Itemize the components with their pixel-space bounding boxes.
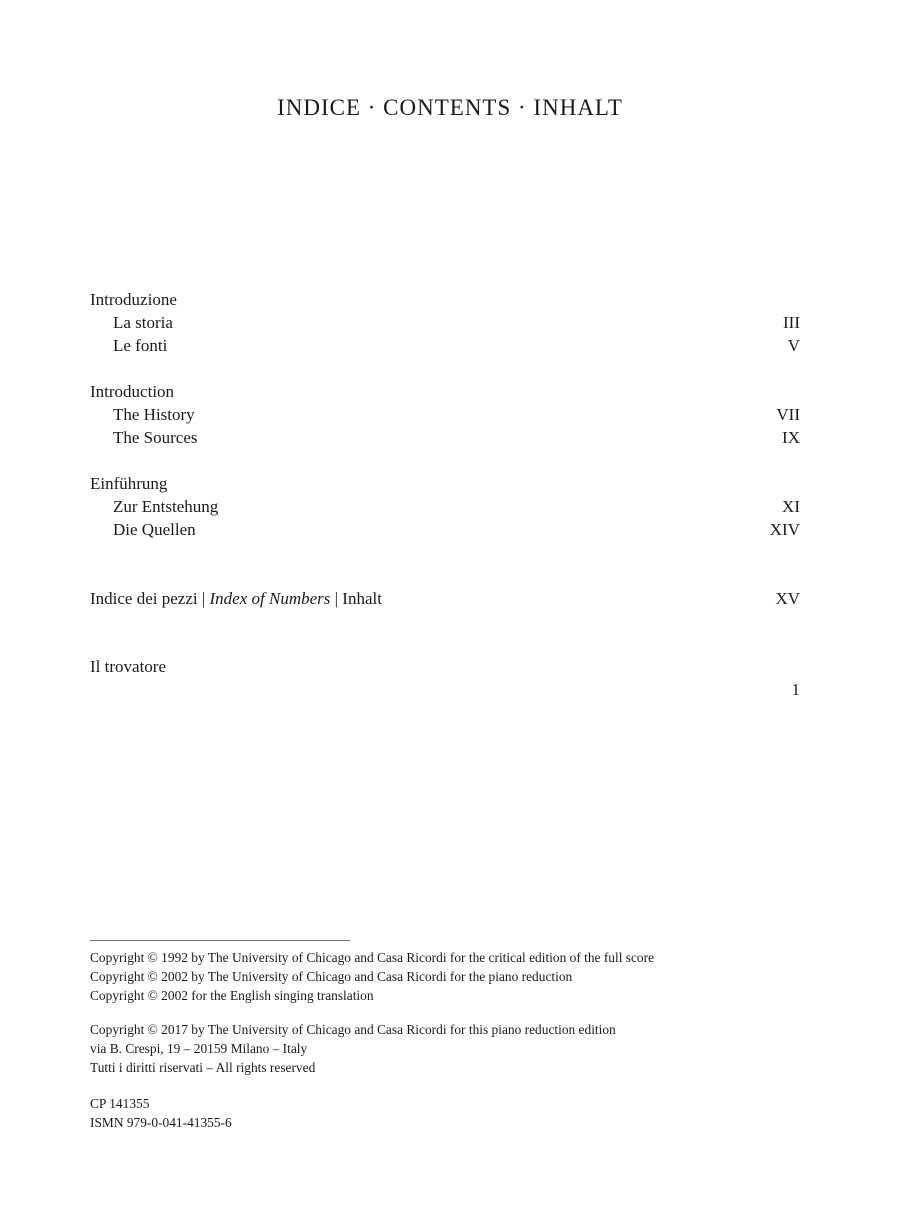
toc-entry-page: XIV — [769, 520, 800, 539]
index-label-en: Index of Numbers — [209, 589, 331, 608]
copyright-line: Copyright © 2002 by The University of Chicago and Casa Ricordi for the piano reduction — [90, 969, 573, 984]
toc-entry-page: IX — [782, 428, 800, 447]
toc-entry-label: Die Quellen — [113, 520, 196, 539]
toc-index-label — [90, 588, 382, 610]
catalog-number: CP 141355 — [90, 1096, 150, 1111]
toc-index-page: XV — [775, 589, 800, 608]
toc-opera-page: 1 — [791, 680, 800, 699]
publisher-address: via B. Crespi, 19 – 20159 Milano – Italy — [90, 1041, 308, 1056]
toc-heading-label: Einführung — [90, 474, 168, 493]
toc-opera-label: Il trovatore — [90, 657, 166, 676]
toc-heading-label: Introduzione — [90, 290, 177, 309]
toc-entry-label: The History — [113, 405, 195, 424]
copyright-line: Copyright © 2017 by The University of Chicago and Casa Ricordi for this piano reduction edition — [90, 1022, 616, 1037]
footer-divider — [90, 940, 350, 941]
ismn-number: ISMN 979-0-041-41355-6 — [90, 1115, 232, 1130]
toc-entry-page: VII — [776, 405, 800, 424]
copyright-line: Copyright © 2002 for the English singing translation — [90, 988, 374, 1003]
toc-entry-page: III — [783, 313, 800, 332]
copyright-line: Copyright © 1992 by The University of Chicago and Casa Ricordi for the critical edition of the full score — [90, 950, 655, 965]
toc-entry-label: La storia — [113, 313, 173, 332]
index-label-it: Indice dei pezzi | — [90, 589, 210, 608]
rights-reserved: Tutti i diritti riservati – All rights reserved — [90, 1060, 316, 1075]
index-label-de: | Inhalt — [330, 589, 382, 608]
toc-entry-page: XI — [782, 497, 800, 516]
toc-entry-label: Le fonti — [113, 336, 168, 355]
page-title: INDICE · CONTENTS · INHALT — [277, 95, 623, 120]
toc-heading-label: Introduction — [90, 382, 175, 401]
toc-entry-label: The Sources — [113, 428, 198, 447]
toc-entry-label: Zur Entstehung — [113, 497, 219, 516]
toc-entry-page: V — [787, 336, 800, 355]
